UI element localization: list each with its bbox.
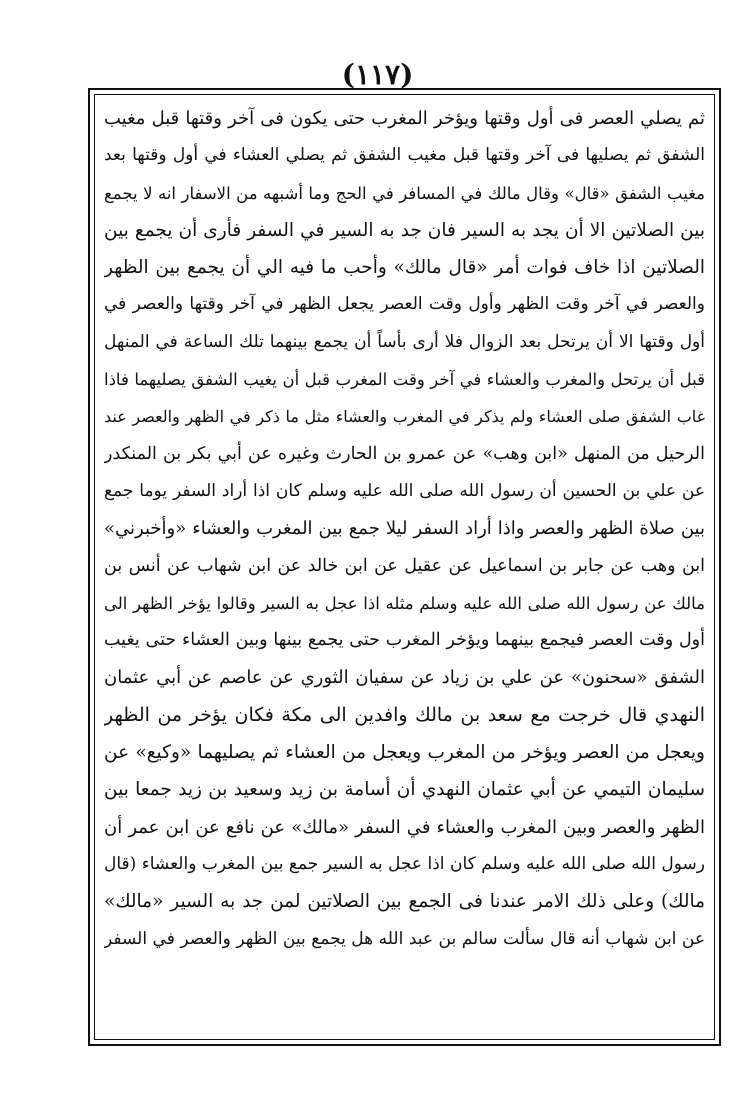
text-line: أول وقت العصر فيجمع بينهما ويؤخر المغرب حتى يجمع بينها وبين العشاء حتى يغيب bbox=[104, 630, 705, 651]
text-line: أول وقتها الا أن يرتحل بعد الزوال فلا أرى بأساً أن يجمع بينهما تلك الساعة في المنهل bbox=[104, 331, 705, 352]
page-body-text bbox=[104, 100, 705, 1032]
text-line: الشفق ثم يصليها فى آخر وقتها قبل مغيب الشفق ثم يصلي العشاء في أول وقتها بعد bbox=[104, 145, 705, 166]
text-line: عن ابن شهاب أنه قال سألت سالم بن عبد الله هل يجمع بين الظهر والعصر في السفر bbox=[104, 928, 705, 949]
text-line: ثم يصلي العصر فى أول وقتها ويؤخر المغرب حتى يكون فى آخر وقتها قبل مغيب bbox=[104, 108, 705, 129]
text-line: ويعجل من العصر ويؤخر من المغرب ويعجل من العشاء ثم يصليهما «وكيع» عن bbox=[104, 742, 705, 764]
text-line: الصلاتين اذا خاف فوات أمر «قال مالك» وأحب ما فيه الي أن يجمع بين الظهر bbox=[104, 257, 705, 279]
text-line: غاب الشفق صلى العشاء ولم يذكر في المغرب والعشاء مثل ما ذكر في الظهر والعصر عند bbox=[104, 407, 705, 427]
text-line: النهدي قال خرجت مع سعد بن مالك وافدين الى مكة فكان يؤخر من الظهر bbox=[104, 703, 705, 726]
text-line: مالك) وعلى ذلك الامر عندنا فى الجمع بين الصلاتين لمن جد به السير «مالك» bbox=[104, 891, 705, 913]
text-line: الظهر والعصر وبين المغرب والعشاء في السفر «مالك» عن نافع عن ابن عمر أن bbox=[104, 816, 705, 838]
text-line: بين صلاة الظهر والعصر واذا أراد السفر ليلا جمع بين المغرب والعشاء «وأخبرني» bbox=[104, 518, 705, 540]
text-line: بين الصلاتين الا أن يجد به السير فان جد به السير في السفر فأرى أن يجمع بين bbox=[104, 219, 705, 241]
text-line: مغيب الشفق «قال» وقال مالك في المسافر في الحج وما أشبهه من الاسفار انه لا يجمع bbox=[104, 183, 705, 203]
text-line: والعصر في آخر وقت الظهر وأول وقت العصر يجعل الظهر في آخر وقتها والعصر في bbox=[104, 294, 705, 315]
text-line: الرحيل من المنهل «ابن وهب» عن عمرو بن الحارث وغيره عن أبي بكر بن المنكدر bbox=[104, 443, 705, 464]
text-line: قبل أن يرتحل والمغرب والعشاء في آخر وقت المغرب قبل أن يغيب الشفق يصليهما فاذا bbox=[104, 370, 705, 390]
text-line: ابن وهب عن جابر بن اسماعيل عن عقيل عن ابن خالد عن ابن شهاب عن أنس بن bbox=[104, 555, 705, 576]
text-line: سليمان التيمي عن أبي عثمان النهدي أن أسامة بن زيد وسعيد بن زيد جمعا بين bbox=[104, 779, 705, 801]
text-line: الشفق «سحنون» عن علي بن زياد عن سفيان الثوري عن عاصم عن أبي عثمان bbox=[104, 667, 705, 689]
text-line: مالك عن رسول الله صلى الله عليه وسلم مثله اذا عجل به السير وقالوا يؤخر الظهر الى bbox=[104, 593, 705, 613]
text-line: عن علي بن الحسين أن رسول الله صلى الله عليه وسلم كان اذا أراد السفر يوما جمع bbox=[104, 480, 705, 501]
text-line: رسول الله صلى الله عليه وسلم كان اذا عجل به السير جمع بين المغرب والعشاء (قال bbox=[104, 853, 705, 874]
page-number: (١١٧) bbox=[341, 58, 414, 91]
